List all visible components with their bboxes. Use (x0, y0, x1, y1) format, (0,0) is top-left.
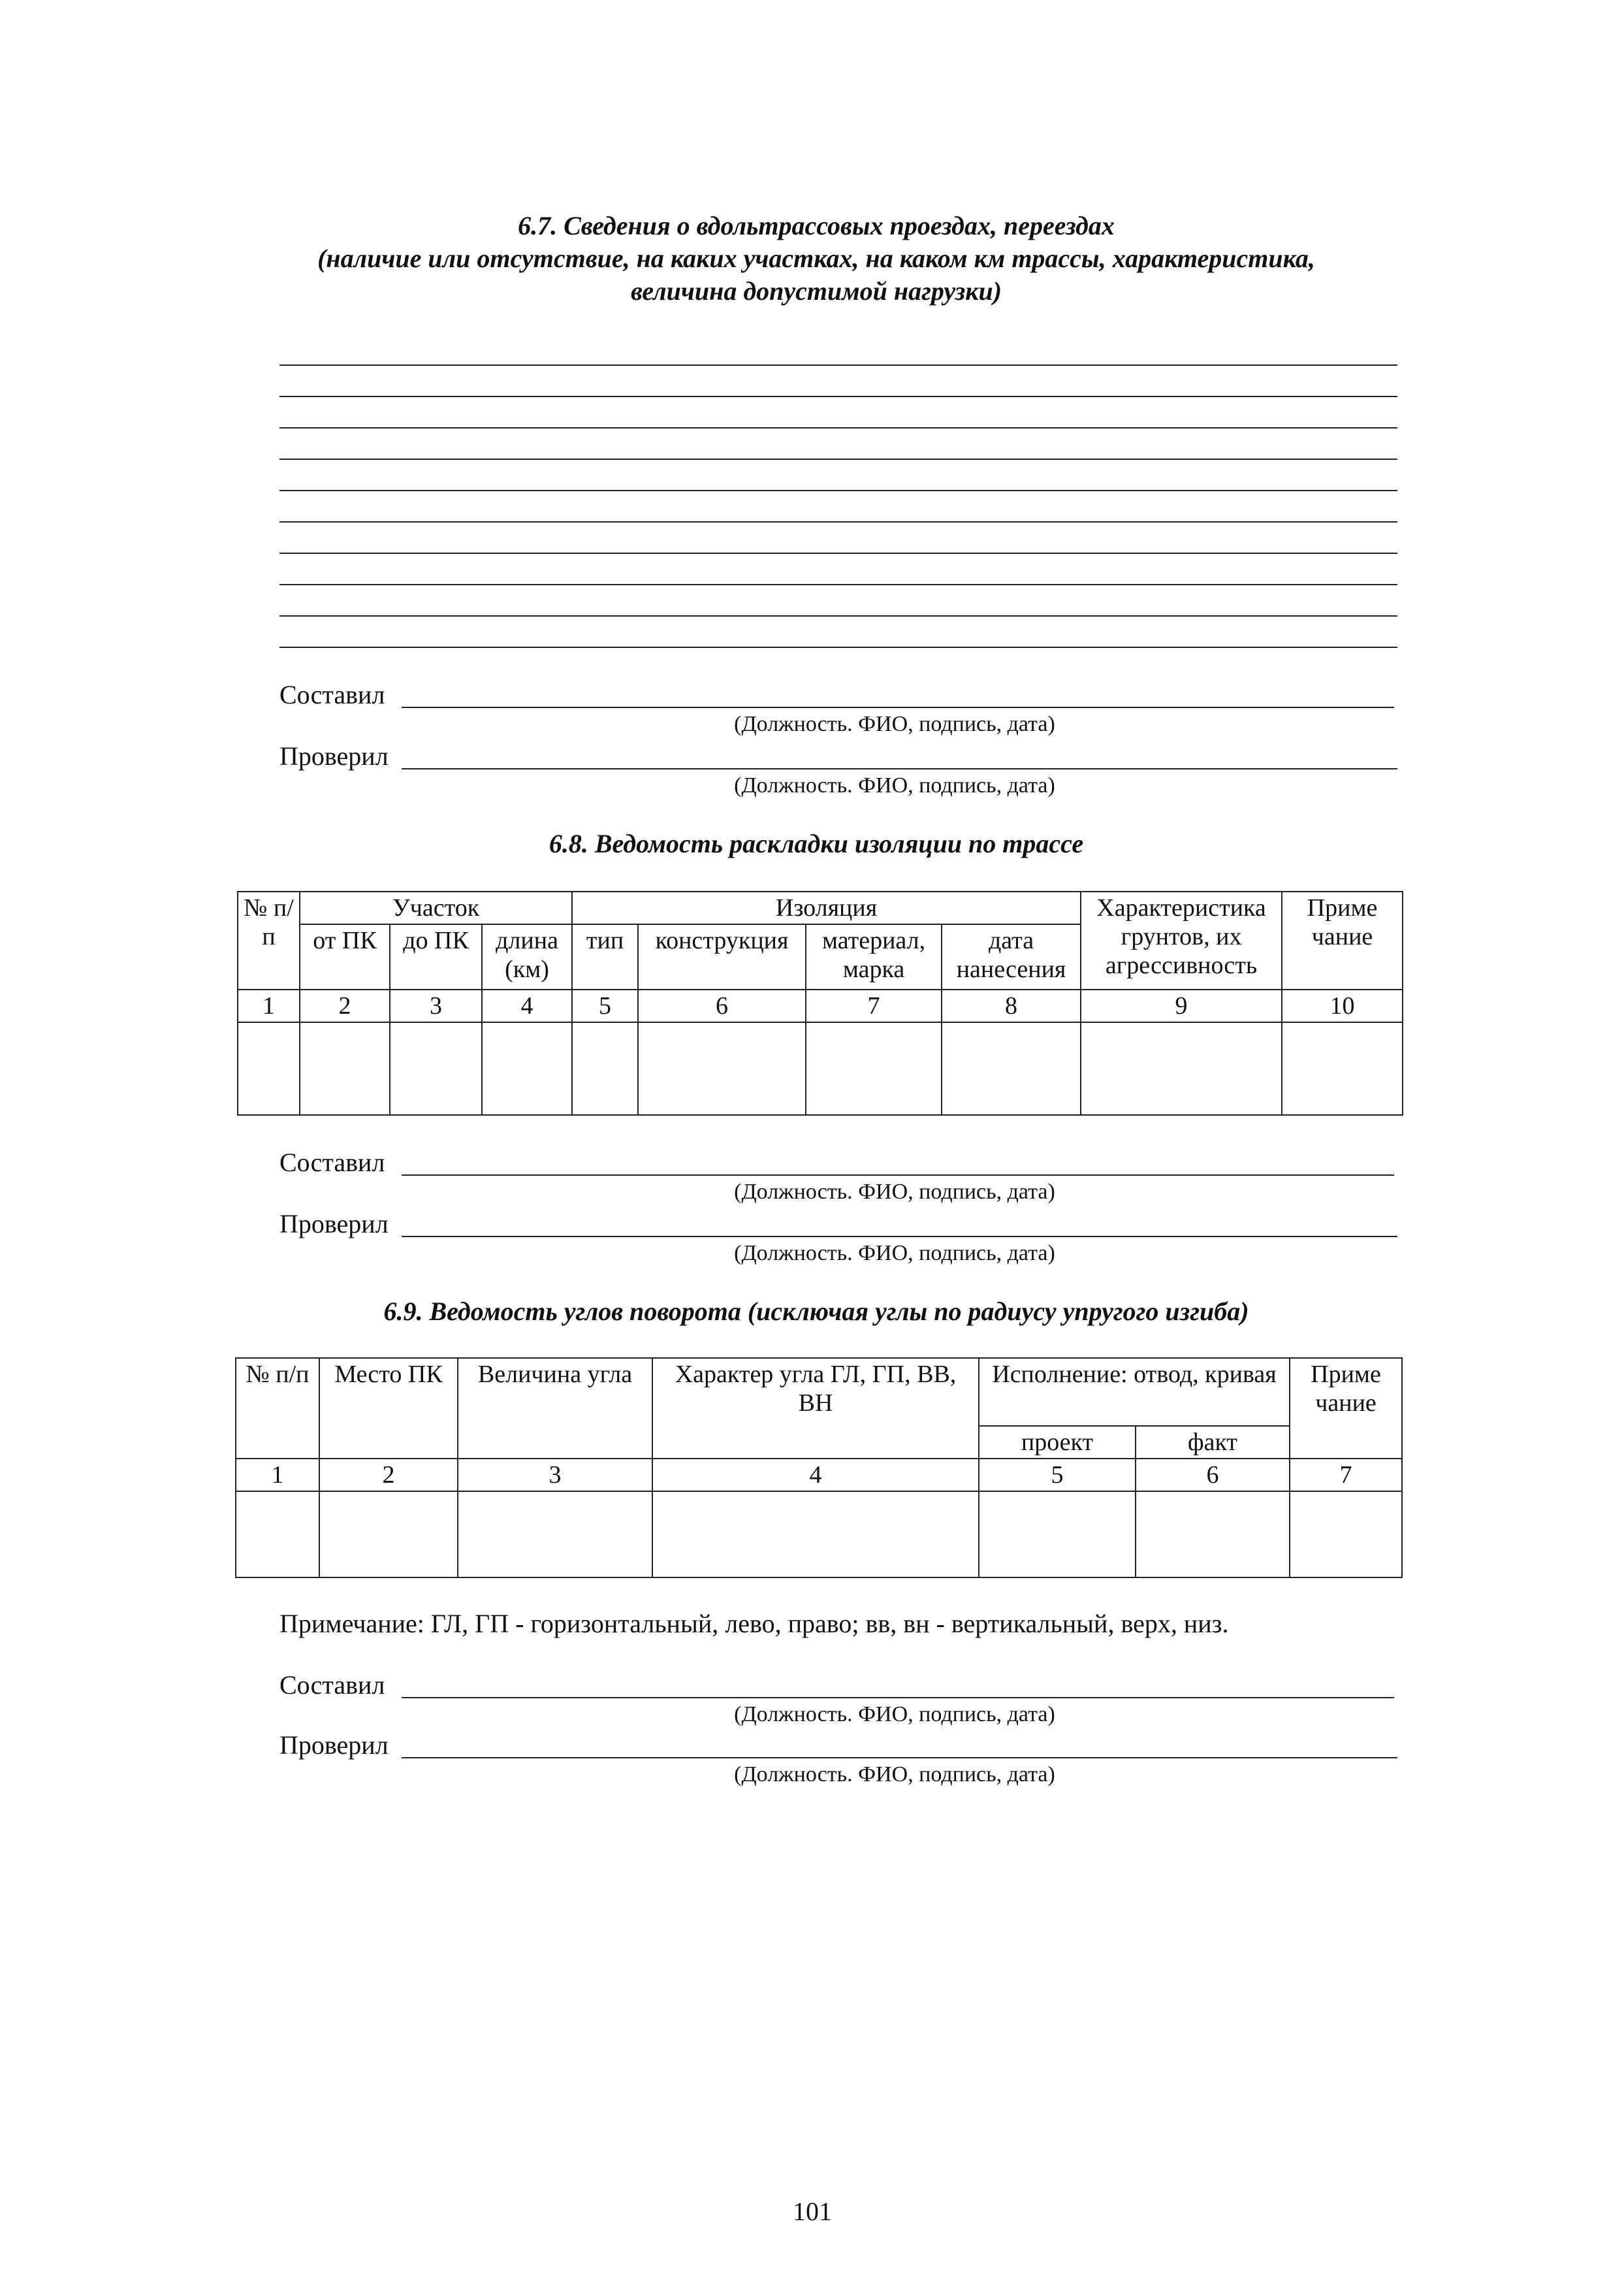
col-number: 3 (390, 990, 482, 1022)
compiled-label: Составил (279, 1148, 385, 1177)
blank-line-4[interactable] (279, 459, 1397, 460)
table-cell[interactable] (238, 1022, 300, 1115)
header-soil: Характеристика грунтов, их агрессивность (1081, 892, 1282, 990)
blank-line-8[interactable] (279, 584, 1397, 585)
col-number: 6 (1136, 1459, 1290, 1491)
blank-line-10[interactable] (279, 647, 1397, 648)
blank-line-9[interactable] (279, 615, 1397, 617)
blank-line-6[interactable] (279, 521, 1397, 523)
checked-label: Проверил (279, 1730, 389, 1760)
header-from-pk: от ПК (300, 924, 390, 990)
table-cell[interactable] (1282, 1022, 1403, 1115)
col-number: 2 (300, 990, 390, 1022)
section-6-9-title: 6.9. Ведомость углов поворота (исключая углы по радиусу упругого изгиба) (383, 1297, 1249, 1326)
table-cell[interactable] (806, 1022, 942, 1115)
col-number: 7 (1290, 1459, 1402, 1491)
col-number: 4 (482, 990, 572, 1022)
compiled-signature-line[interactable] (402, 707, 1394, 708)
header-material: материал, марка (806, 924, 942, 990)
col-number: 7 (806, 990, 942, 1022)
table-cell[interactable] (390, 1022, 482, 1115)
col-number: 5 (979, 1459, 1136, 1491)
section-6-8-title: 6.8. Ведомость раскладки изоляции по трассе (549, 829, 1084, 858)
compiled-signature-line[interactable] (402, 1697, 1394, 1698)
blank-line-1[interactable] (279, 364, 1397, 366)
header-num: № п/п (236, 1358, 319, 1459)
header-character: Характер угла ГЛ, ГП, ВВ, ВН (652, 1358, 979, 1459)
section-6-7-subtitle-line1: (наличие или отсутствие, на каких участках, на каком км трассы, характеристика, (317, 244, 1315, 273)
compiled-hint: (Должность. ФИО, подпись, дата) (734, 1180, 1055, 1204)
header-note: Приме чание (1282, 892, 1403, 990)
col-number: 5 (572, 990, 638, 1022)
compiled-hint: (Должность. ФИО, подпись, дата) (734, 1702, 1055, 1726)
checked-hint: (Должность. ФИО, подпись, дата) (734, 1762, 1055, 1786)
header-note: Приме чание (1290, 1358, 1402, 1459)
checked-signature-line[interactable] (402, 768, 1397, 769)
header-section: Участок (300, 892, 572, 924)
col-number: 8 (942, 990, 1081, 1022)
table-cell[interactable] (942, 1022, 1081, 1115)
section-6-7-title: 6.7. Сведения о вдольтрассовых проездах, переездах (518, 211, 1115, 240)
table-cell[interactable] (1290, 1491, 1402, 1577)
header-num: № п/п (238, 892, 300, 990)
checked-label: Проверил (279, 1209, 389, 1238)
table-cell[interactable] (482, 1022, 572, 1115)
col-number: 10 (1282, 990, 1403, 1022)
compiled-hint: (Должность. ФИО, подпись, дата) (734, 712, 1055, 736)
header-type: тип (572, 924, 638, 990)
col-number: 3 (458, 1459, 652, 1491)
header-date: дата нанесения (942, 924, 1081, 990)
table-cell[interactable] (1136, 1491, 1290, 1577)
table-cell[interactable] (652, 1491, 979, 1577)
blank-line-2[interactable] (279, 396, 1397, 397)
blank-line-7[interactable] (279, 553, 1397, 554)
section-6-7-subtitle-line2: величина допустимой нагрузки) (630, 276, 1002, 306)
header-to-pk: до ПК (390, 924, 482, 990)
table-cell[interactable] (236, 1491, 319, 1577)
table-cell[interactable] (979, 1491, 1136, 1577)
header-insulation: Изоляция (572, 892, 1081, 924)
header-project: проект (979, 1426, 1136, 1459)
col-number: 9 (1081, 990, 1282, 1022)
abbreviations-note: Примечание: ГЛ, ГП - горизонтальный, лево, право; вв, вн - вертикальный, верх, низ. (279, 1609, 1229, 1638)
table-cell[interactable] (319, 1491, 458, 1577)
page-number: 101 (793, 2197, 832, 2226)
compiled-label: Составил (279, 680, 385, 709)
checked-label: Проверил (279, 741, 389, 771)
col-number: 1 (238, 990, 300, 1022)
header-execution: Исполнение: отвод, кривая (979, 1358, 1290, 1426)
blank-line-3[interactable] (279, 427, 1397, 428)
table-cell[interactable] (638, 1022, 806, 1115)
table-cell[interactable] (572, 1022, 638, 1115)
turn-angles-table (235, 1357, 1403, 1578)
checked-signature-line[interactable] (402, 1236, 1397, 1237)
header-place: Место ПК (319, 1358, 458, 1459)
table-cell[interactable] (458, 1491, 652, 1577)
header-fact: факт (1136, 1426, 1290, 1459)
col-number: 6 (638, 990, 806, 1022)
checked-signature-line[interactable] (402, 1757, 1397, 1758)
col-number: 4 (652, 1459, 979, 1491)
compiled-label: Составил (279, 1670, 385, 1700)
table-cell[interactable] (300, 1022, 390, 1115)
compiled-signature-line[interactable] (402, 1174, 1394, 1176)
checked-hint: (Должность. ФИО, подпись, дата) (734, 773, 1055, 798)
header-construction: конструкция (638, 924, 806, 990)
header-angle: Величина угла (458, 1358, 652, 1459)
blank-line-5[interactable] (279, 490, 1397, 491)
checked-hint: (Должность. ФИО, подпись, дата) (734, 1241, 1055, 1265)
insulation-table (237, 891, 1403, 1116)
table-cell[interactable] (1081, 1022, 1282, 1115)
col-number: 2 (319, 1459, 458, 1491)
header-length: длина (км) (482, 924, 572, 990)
col-number: 1 (236, 1459, 319, 1491)
